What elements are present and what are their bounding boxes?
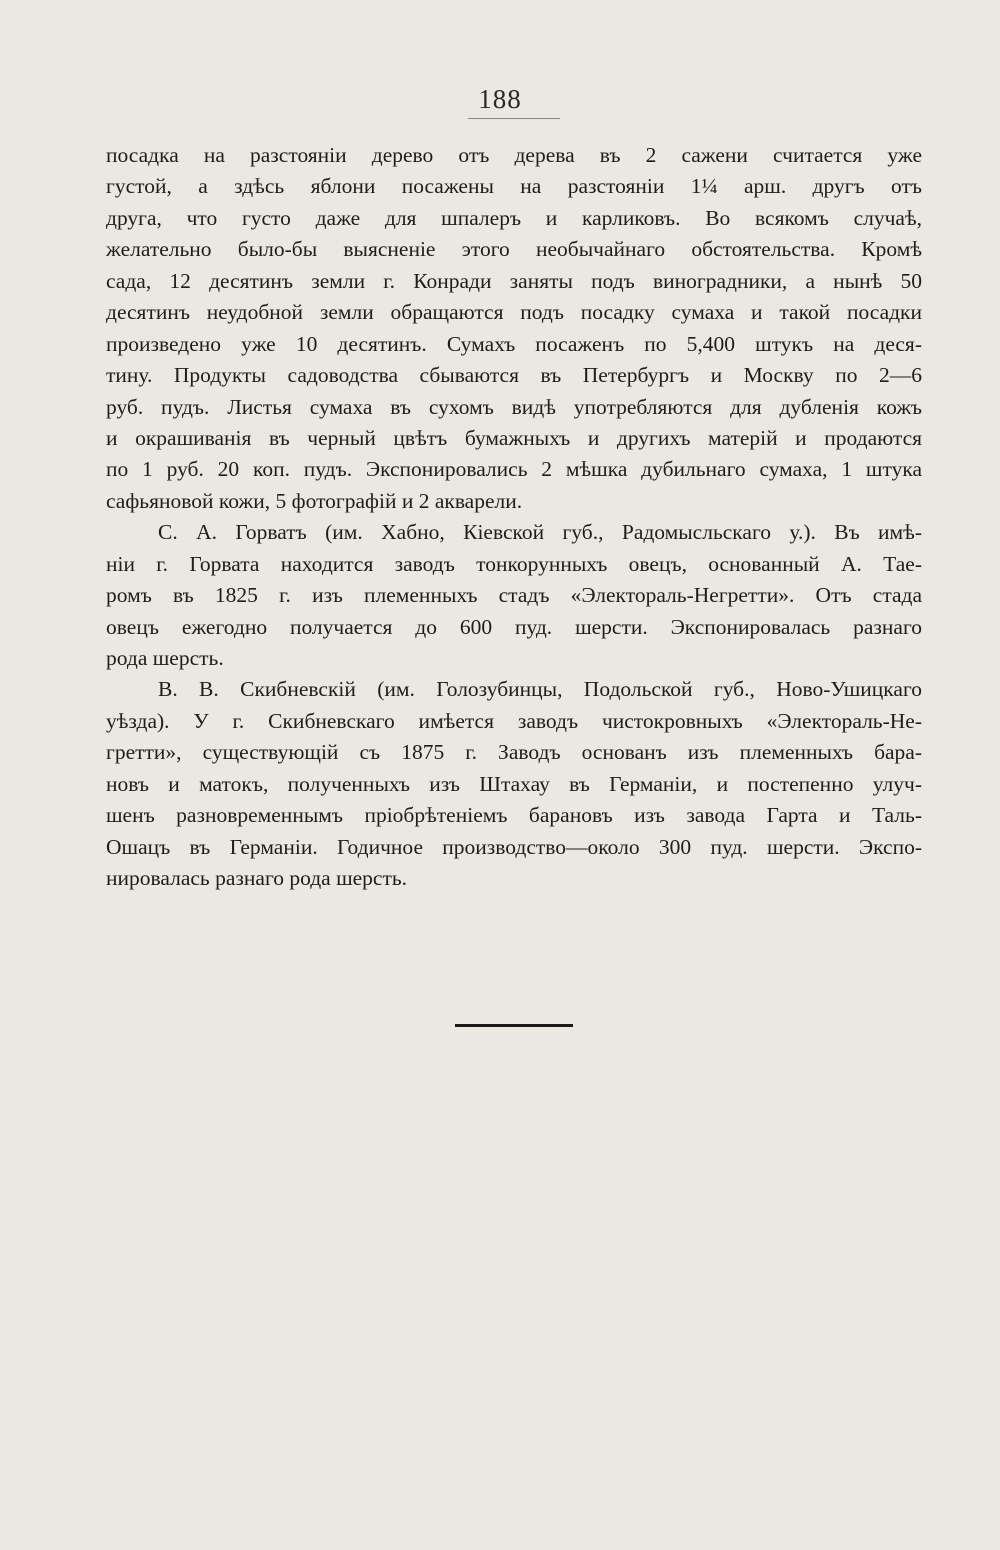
text-line: густой, а здѣсь яблони посажены на разстояніи 1¼ арш. другъ отъ [106, 174, 922, 199]
text-line: тину. Продукты садоводства сбываются въ Петербургъ и Москву по 2—6 [106, 363, 922, 388]
text-line: сада, 12 десятинъ земли г. Конради заняты подъ виноградники, а нынѣ 50 [106, 268, 922, 293]
text-line: десятинъ неудобной земли обращаются подъ посадку сумаха и такой посадки [106, 300, 922, 325]
text-line: гретти», существующій съ 1875 г. Заводъ основанъ изъ племенныхъ бара- [106, 740, 922, 765]
text-line: ніи г. Горвата находится заводъ тонкорунныхъ овецъ, основанный А. Тае- [106, 551, 922, 576]
text-line: нировалась разнаго рода шерсть. [106, 866, 408, 891]
text-line: В. В. Скибневскій (им. Голозубинцы, Подольской губ., Ново-Ушицкаго [158, 677, 922, 702]
page-number-underline [468, 118, 560, 119]
text-line: шенъ разновременнымъ пріобрѣтеніемъ барановъ изъ завода Гарта и Таль- [106, 803, 922, 828]
text-line: Ошацъ въ Германіи. Годичное производство—около 300 пуд. шерсти. Экспо- [106, 834, 922, 859]
text-line: по 1 руб. 20 коп. пудъ. Экспонировались 2 мѣшка дубильнаго сумаха, 1 штука [106, 457, 922, 482]
paragraph-1 [106, 140, 922, 517]
text-line: посадка на разстояніи дерево отъ дерева въ 2 сажени считается уже [106, 143, 922, 167]
text-line: новъ и матокъ, полученныхъ изъ Штахау въ Германіи, и постепенно улуч- [106, 771, 922, 796]
text-line: произведено уже 10 десятинъ. Сумахъ посаженъ по 5,400 штукъ на деся- [106, 331, 922, 356]
page-number: 188 [478, 84, 522, 114]
text-line: рода шерсть. [106, 646, 224, 670]
text-line: ромъ въ 1825 г. изъ племенныхъ стадъ «Электораль-Негретти». Отъ стада [106, 583, 922, 608]
text-line: сафьяновой кожи, 5 фотографій и 2 акварели. [106, 488, 523, 513]
text-line: и окрашиванія въ черный цвѣтъ бумажныхъ и другихъ матерій и продаются [106, 425, 922, 450]
paragraph-3 [106, 674, 922, 894]
text-line: овецъ ежегодно получается до 600 пуд. шерсти. Экспонировалась разнаго [106, 614, 922, 639]
text-line: друга, что густо даже для шпалеръ и карликовъ. Во всякомъ случаѣ, [106, 205, 922, 230]
text-line: руб. пудъ. Листья сумаха въ сухомъ видѣ употребляются для дубленія кожъ [106, 394, 922, 419]
section-end-rule [455, 1024, 573, 1027]
body-text [106, 140, 922, 895]
text-line: уѣзда). У г. Скибневскаго имѣется заводъ чистокровныхъ «Электораль-Не- [106, 708, 922, 733]
text-line: желательно было-бы выясненіе этого необычайнаго обстоятельства. Кромѣ [106, 237, 922, 262]
text-line: С. А. Горватъ (им. Хабно, Кіевской губ., Радомысльскаго у.). Въ имѣ- [158, 520, 922, 545]
paragraph-2 [106, 517, 922, 674]
